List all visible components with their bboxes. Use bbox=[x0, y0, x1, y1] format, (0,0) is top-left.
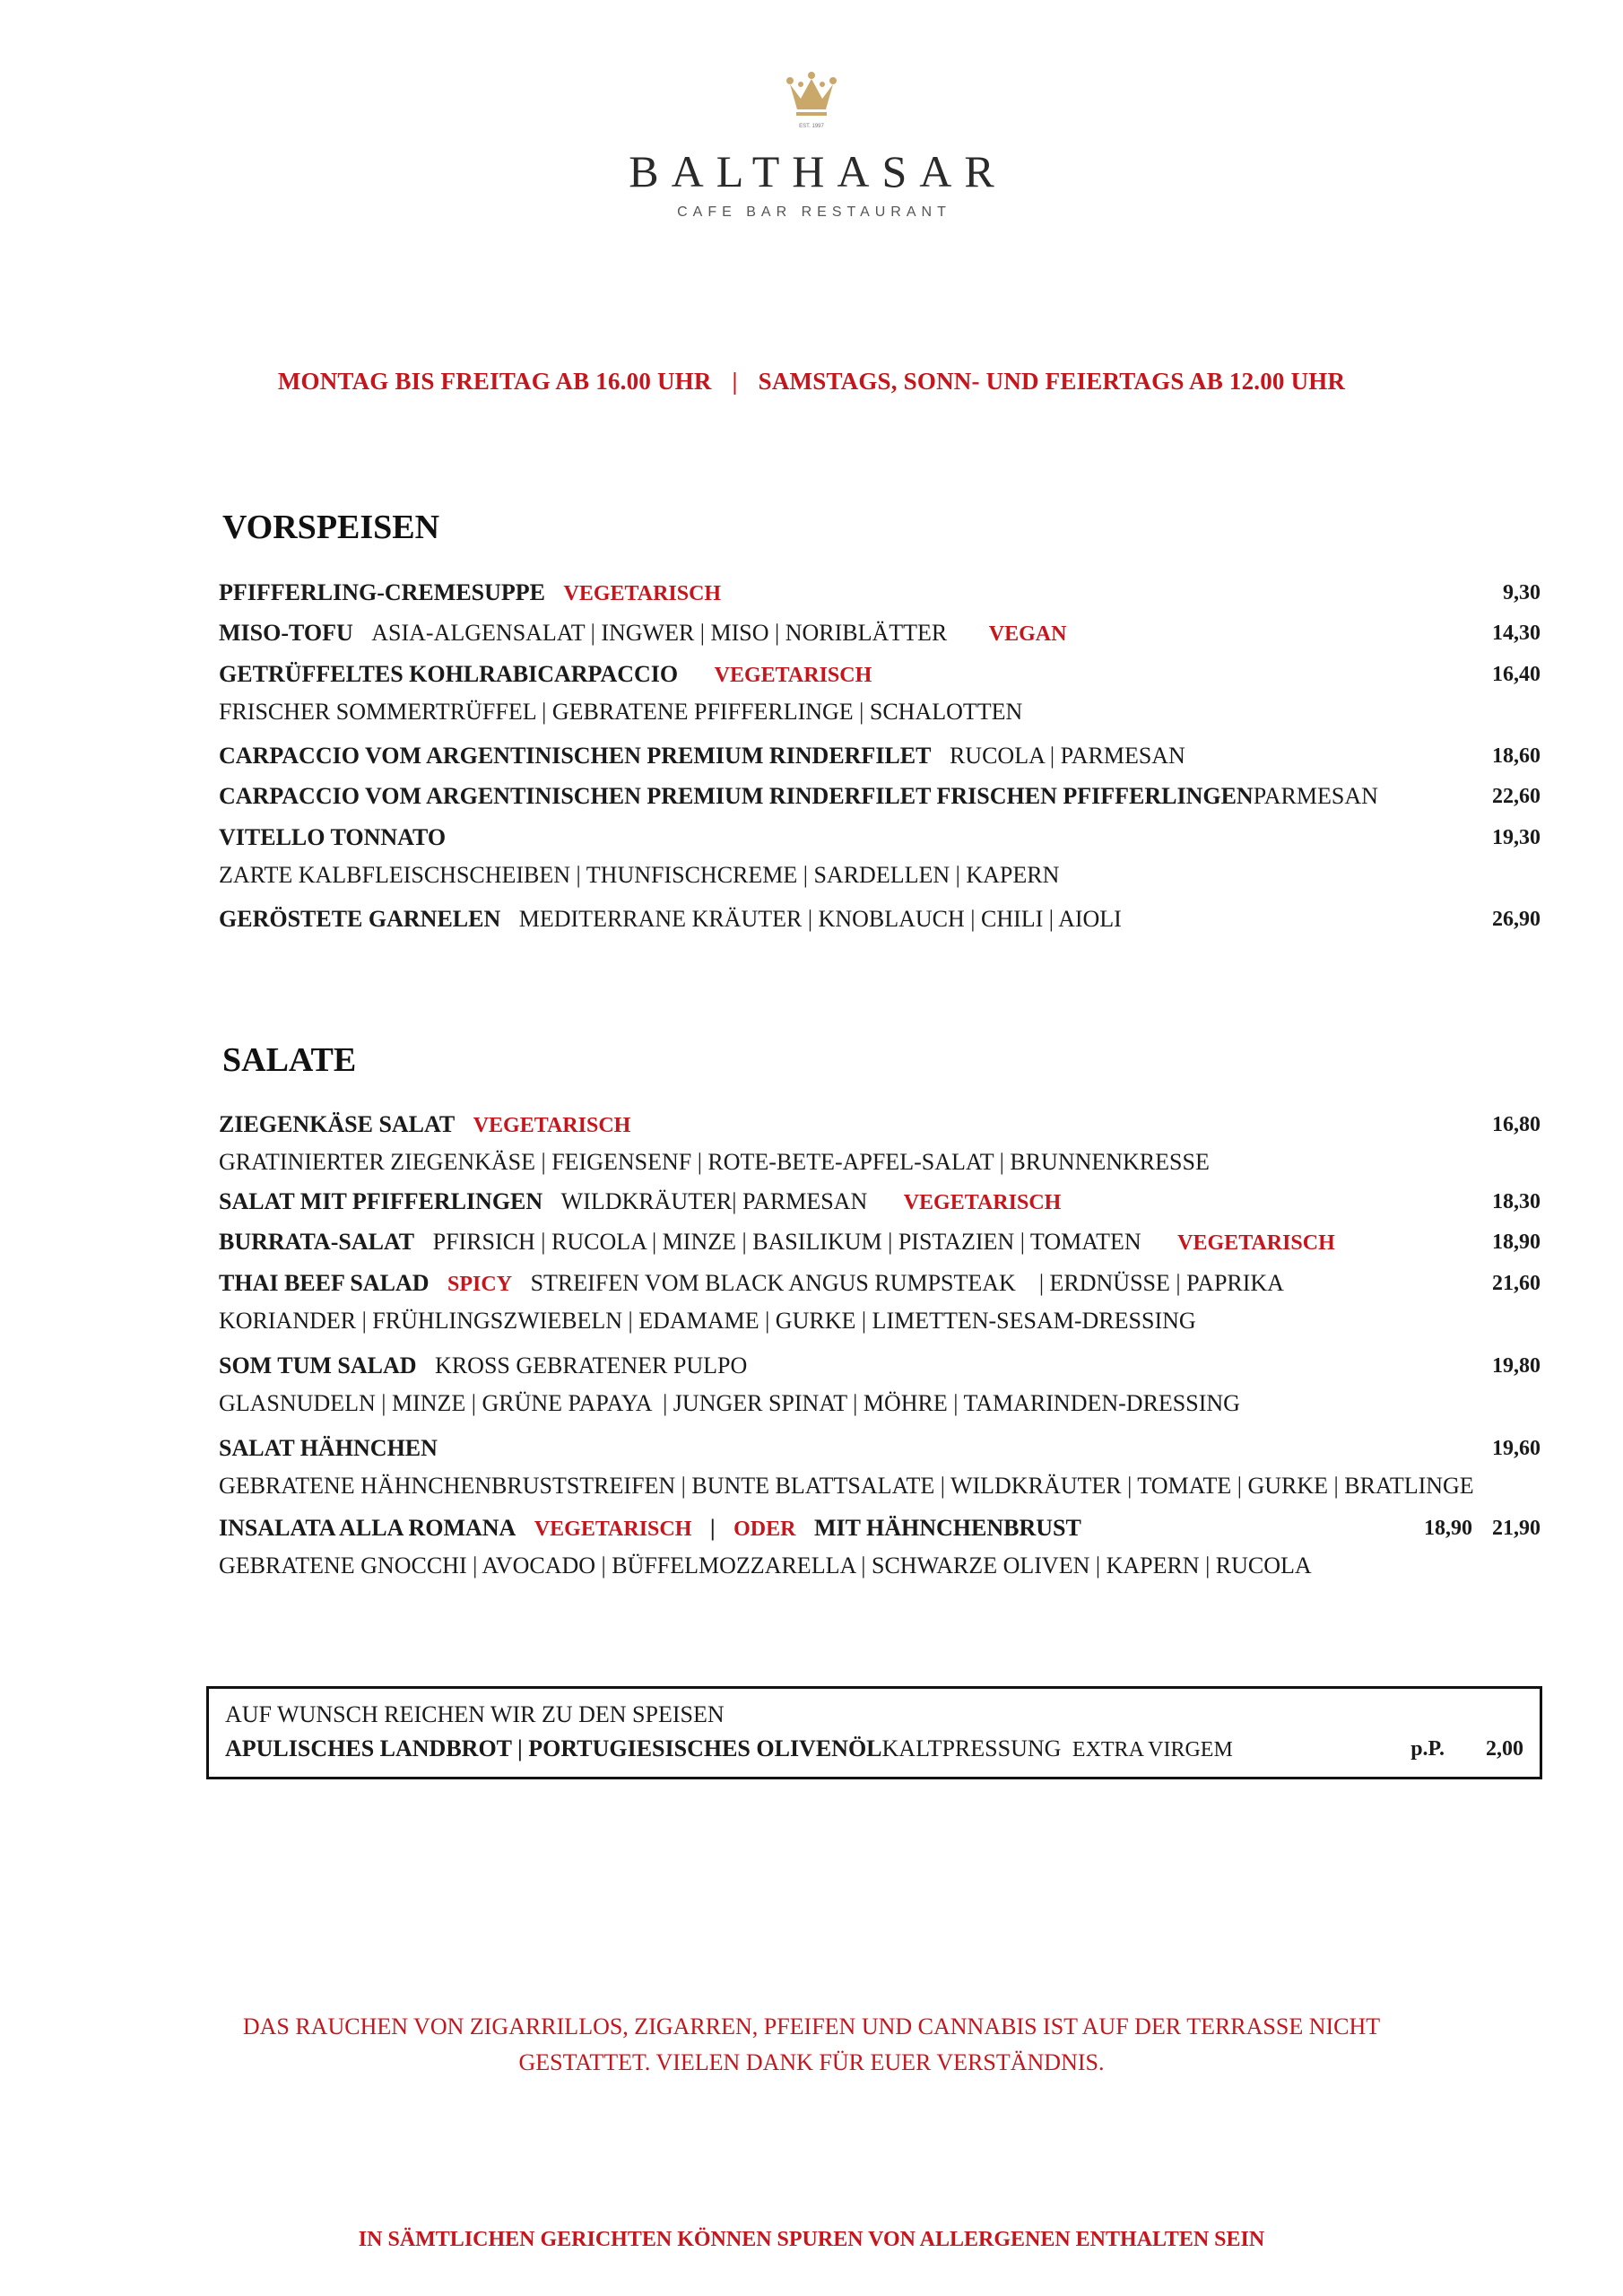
item-desc-line: KORIANDER | FRÜHLINGSZWIEBELN | EDAMAME | GURKE | LIMETTEN-SESAM-DRESSING bbox=[219, 1308, 1196, 1334]
menu-item bbox=[219, 737, 1541, 775]
bread-desc: KALTPRESSUNG bbox=[881, 1735, 1062, 1761]
restaurant-logo bbox=[0, 72, 1623, 221]
item-desc: STREIFEN VOM BLACK ANGUS RUMPSTEAK | ERDNÜSSE | PAPRIKA bbox=[530, 1270, 1284, 1296]
menu-item bbox=[219, 900, 1541, 938]
item-desc: KROSS GEBRATENER PULPO bbox=[435, 1352, 748, 1378]
bread-unit: p.P. bbox=[1410, 1737, 1445, 1761]
item-price: 18,90 bbox=[1492, 1231, 1541, 1254]
item-tag: VEGETARISCH bbox=[534, 1518, 692, 1541]
item-price: 16,40 bbox=[1492, 663, 1541, 686]
item-desc: WILDKRÄUTER| PARMESAN bbox=[560, 1188, 868, 1214]
crown-est-text: EST. 1997 bbox=[799, 124, 824, 129]
allergen-notice: IN SÄMTLICHEN GERICHTEN KÖNNEN SPUREN VON ALLERGENEN ENTHALTEN SEIN bbox=[358, 2228, 1265, 2251]
menu-item bbox=[219, 1106, 1541, 1181]
item-tag: VEGETARISCH bbox=[1177, 1231, 1335, 1255]
bread-offer-box bbox=[206, 1686, 1542, 1779]
section-title-vorspeisen: VORSPEISEN bbox=[222, 509, 440, 546]
item-price: 19,30 bbox=[1492, 826, 1541, 849]
item-price: 21,60 bbox=[1492, 1272, 1541, 1295]
item-desc: MEDITERRANE KRÄUTER | KNOBLAUCH | CHILI | AIOLI bbox=[518, 906, 1122, 932]
item-tag: VEGETARISCH bbox=[714, 664, 872, 687]
item-tag: SPICY bbox=[447, 1273, 513, 1296]
item-name: SALAT MIT PFIFFERLINGEN bbox=[219, 1188, 543, 1214]
menu-item bbox=[219, 574, 1541, 612]
opening-hours bbox=[0, 368, 1623, 396]
item-tag: VEGETARISCH bbox=[563, 582, 722, 605]
item-desc-line: GEBRATENE GNOCCHI | AVOCADO | BÜFFELMOZZARELLA | SCHWARZE OLIVEN | KAPERN | RUCOLA bbox=[219, 1552, 1312, 1578]
menu-item bbox=[219, 614, 1541, 652]
bread-price: 2,00 bbox=[1486, 1737, 1523, 1761]
item-desc-line: GRATINIERTER ZIEGENKÄSE | FEIGENSENF | ROTE-BETE-APFEL-SALAT | BRUNNENKRESSE bbox=[219, 1149, 1210, 1175]
item-name: CARPACCIO VOM ARGENTINISCHEN PREMIUM RINDERFILET bbox=[219, 743, 932, 769]
item-name: GETRÜFFELTES KOHLRABICARPACCIO bbox=[219, 661, 679, 687]
brand-subtitle: CAFE BAR RESTAURANT bbox=[677, 204, 951, 220]
bread-intro: AUF WUNSCH REICHEN WIR ZU DEN SPEISEN bbox=[225, 1701, 725, 1727]
section-title-salate: SALATE bbox=[222, 1041, 357, 1079]
item-separator: | bbox=[709, 1515, 716, 1541]
item-price: 18,60 bbox=[1492, 744, 1541, 768]
item-tag-or: ODER bbox=[733, 1518, 796, 1541]
item-name: THAI BEEF SALAD bbox=[219, 1270, 430, 1296]
item-desc: RUCOLA | PARMESAN bbox=[949, 743, 1185, 769]
item-price-alt: 18,90 bbox=[1424, 1517, 1472, 1540]
item-desc: PARMESAN bbox=[1253, 783, 1378, 809]
item-tag: VEGAN bbox=[988, 622, 1067, 646]
bread-desc-small: EXTRA VIRGEM bbox=[1072, 1738, 1233, 1761]
item-name: SALAT HÄHNCHEN bbox=[219, 1435, 438, 1461]
menu-item bbox=[219, 1347, 1541, 1422]
brand-name: BALTHASAR bbox=[629, 146, 1007, 196]
item-price: 19,80 bbox=[1492, 1354, 1541, 1378]
item-price: 19,60 bbox=[1492, 1437, 1541, 1460]
item-name: VITELLO TONNATO bbox=[219, 824, 447, 850]
item-price: 26,90 bbox=[1492, 908, 1541, 931]
item-name: GERÖSTETE GARNELEN bbox=[219, 906, 501, 932]
item-desc-line: ZARTE KALBFLEISCHSCHEIBEN | THUNFISCHCREME | SARDELLEN | KAPERN bbox=[219, 862, 1060, 888]
menu-item bbox=[219, 1430, 1541, 1505]
menu-item bbox=[219, 778, 1541, 815]
hours-weekend: SAMSTAGS, SONN- UND FEIERTAGS AB 12.00 UHR bbox=[758, 368, 1346, 395]
smoking-notice-line1: DAS RAUCHEN VON ZIGARRILLOS, ZIGARREN, PFEIFEN UND CANNABIS IST AUF DER TERRASSE NICHT bbox=[242, 2013, 1381, 2039]
item-tag: VEGETARISCH bbox=[473, 1114, 631, 1137]
item-price: 18,30 bbox=[1492, 1190, 1541, 1213]
item-desc: ASIA-ALGENSALAT | INGWER | MISO | NORIBLÄTTER bbox=[371, 620, 948, 646]
item-price: 9,30 bbox=[1503, 581, 1541, 604]
hours-separator: | bbox=[732, 368, 738, 395]
item-price: 21,90 bbox=[1492, 1517, 1541, 1540]
item-name: SOM TUM SALAD bbox=[219, 1352, 417, 1378]
item-desc-line: FRISCHER SOMMERTRÜFFEL | GEBRATENE PFIFFERLINGE | SCHALOTTEN bbox=[219, 699, 1023, 725]
crown-icon bbox=[785, 72, 838, 135]
bread-name: APULISCHES LANDBROT | PORTUGIESISCHES OLIVENÖL bbox=[225, 1735, 882, 1761]
item-name: CARPACCIO VOM ARGENTINISCHEN PREMIUM RINDERFILET FRISCHEN PFIFFERLINGEN bbox=[219, 783, 1254, 809]
item-name: INSALATA ALLA ROMANA bbox=[219, 1515, 516, 1541]
item-name: PFIFFERLING-CREMESUPPE bbox=[219, 579, 545, 605]
item-desc-line: GLASNUDELN | MINZE | GRÜNE PAPAYA | JUNGER SPINAT | MÖHRE | TAMARINDEN-DRESSING bbox=[219, 1390, 1240, 1416]
item-desc-line: GEBRATENE HÄHNCHENBRUSTSTREIFEN | BUNTE BLATTSALATE | WILDKRÄUTER | TOMATE | GURKE | BRATLINGE bbox=[219, 1473, 1474, 1499]
hours-weekday: MONTAG BIS FREITAG AB 16.00 UHR bbox=[277, 368, 712, 395]
item-desc: PFIRSICH | RUCOLA | MINZE | BASILIKUM | PISTAZIEN | TOMATEN bbox=[432, 1229, 1141, 1255]
item-price: 14,30 bbox=[1492, 622, 1541, 645]
smoking-notice bbox=[0, 2009, 1623, 2081]
smoking-notice-line2: GESTATTET. VIELEN DANK FÜR EUER VERSTÄNDNIS. bbox=[518, 2049, 1105, 2075]
bread-line bbox=[225, 1732, 1523, 1767]
item-tag: VEGETARISCH bbox=[903, 1191, 1062, 1214]
item-price: 16,80 bbox=[1492, 1113, 1541, 1136]
menu-item bbox=[219, 1509, 1541, 1585]
item-name-alt: MIT HÄHNCHENBRUST bbox=[813, 1515, 1081, 1541]
item-name: MISO-TOFU bbox=[219, 620, 353, 646]
item-name: BURRATA-SALAT bbox=[219, 1229, 415, 1255]
menu-item bbox=[219, 656, 1541, 731]
menu-item bbox=[219, 819, 1541, 894]
item-name: ZIEGENKÄSE SALAT bbox=[219, 1111, 456, 1137]
item-price: 22,60 bbox=[1492, 785, 1541, 808]
menu-item bbox=[219, 1265, 1541, 1340]
menu-item bbox=[219, 1223, 1541, 1261]
menu-item bbox=[219, 1183, 1541, 1221]
